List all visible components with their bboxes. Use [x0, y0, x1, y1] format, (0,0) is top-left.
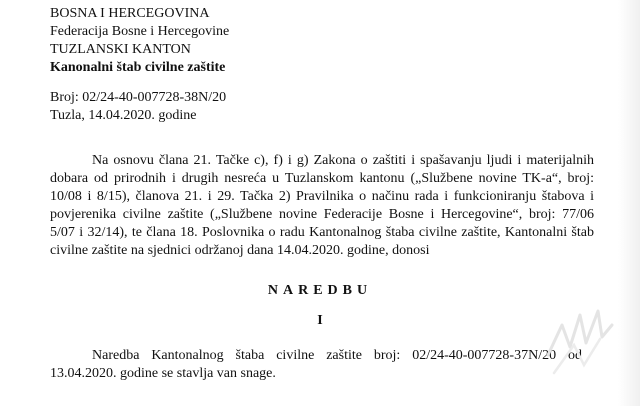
article-line-2: 13.04.2020. godine se stavlja van snage. [50, 366, 276, 381]
section-number: I [317, 313, 323, 328]
header-country: BOSNA I HERCEGOVINA [50, 6, 210, 21]
article-line-1: Naredba Kantonalnog štaba civilne zaštite broj: 02/24-40-007728-37N/20 od [92, 348, 582, 363]
place-date: Tuzla, 14.04.2020. godine [50, 108, 197, 123]
signature-watermark [540, 285, 620, 385]
preamble-line-3: 10/08 i 8/15), članova 21. i 29. Tačka 2) Pravilnika o načinu rada i funkcioniranju štabova i [50, 189, 594, 204]
preamble-line-2: dobara od prirodnih i drugih nesreća u Tuzlanskom kantonu („Službene novine TK-a“, broj: [50, 171, 594, 186]
header-canton: TUZLANSKI KANTON [50, 42, 191, 57]
preamble-line-6: civilne zaštite na sjednici održanoj dana 14.04.2020. godine, donosi [50, 243, 430, 258]
reference-number: Broj: 02/24-40-007728-38N/20 [50, 90, 227, 105]
document-title: NAREDBU [267, 283, 373, 298]
scan-edge-shadow [618, 0, 640, 406]
preamble-line-4: povjerenika civilne zaštite („Službene novine Federacije Bosne i Hercegovine“, broj: 77/06 [50, 207, 594, 222]
preamble-line-1: Na osnovu člana 21. Tačke c), f) i g) Zakona o zaštiti i spašavanju ljudi i materijalnih [92, 153, 594, 168]
preamble-line-5: 5/07 i 32/14), te člana 18. Poslovnika o radu Kantonalnog štaba civilne zaštite, Kantonalni štab [50, 225, 594, 240]
header-staff: Kanonalni štab civilne zaštite [50, 60, 226, 75]
header-federation: Federacija Bosne i Hercegovine [50, 24, 230, 39]
